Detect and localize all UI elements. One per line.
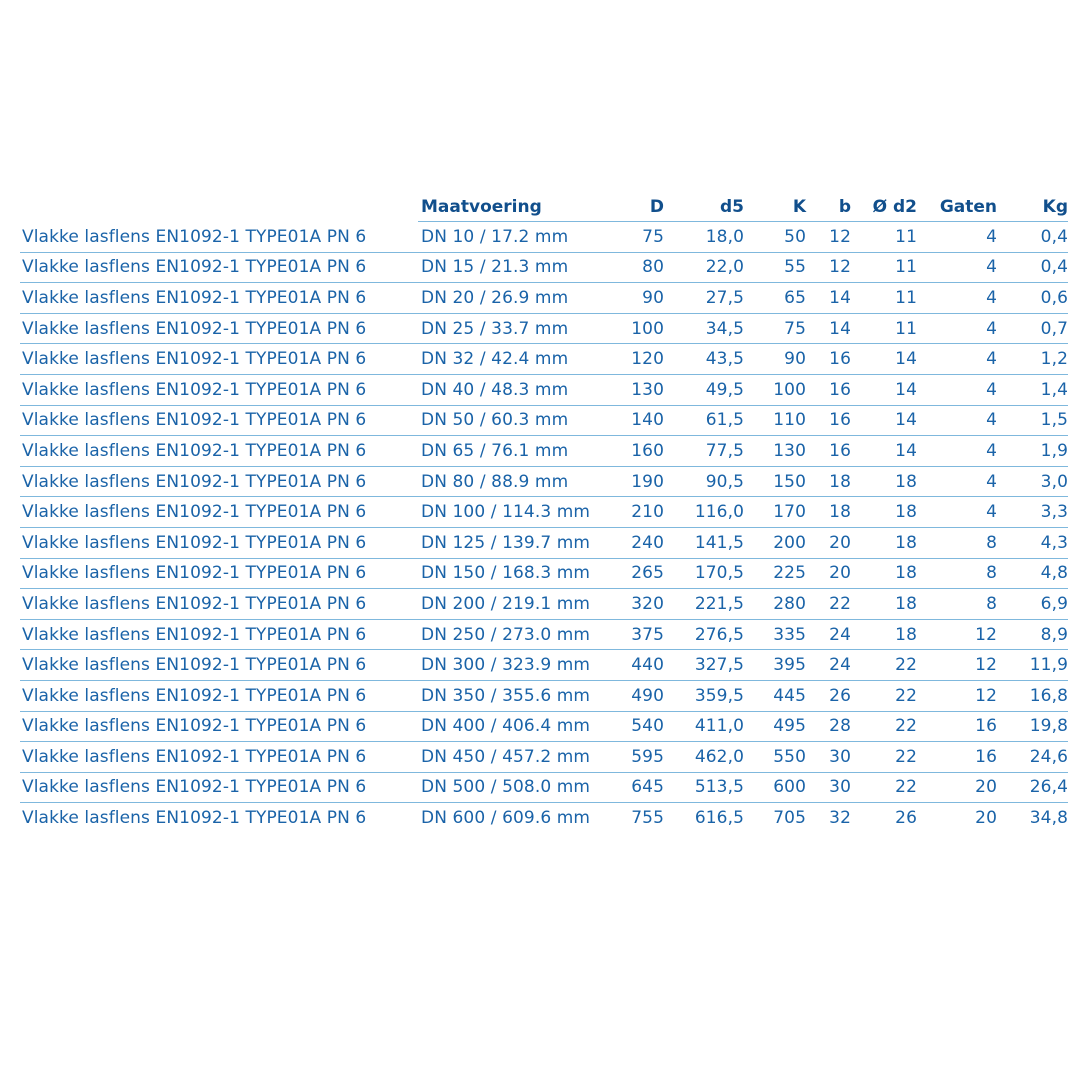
cell-d5: 90,5 xyxy=(664,466,744,497)
cell-d: 320 xyxy=(602,589,664,620)
cell-maatvoering: DN 300 / 323.9 mm xyxy=(418,650,602,681)
cell-d2: 18 xyxy=(851,619,917,650)
header-k: K xyxy=(744,192,806,222)
cell-d: 140 xyxy=(602,405,664,436)
header-b: b xyxy=(806,192,851,222)
cell-maatvoering: DN 15 / 21.3 mm xyxy=(418,252,602,283)
cell-product: Vlakke lasflens EN1092-1 TYPE01A PN 6 xyxy=(20,619,418,650)
cell-product: Vlakke lasflens EN1092-1 TYPE01A PN 6 xyxy=(20,405,418,436)
cell-b: 24 xyxy=(806,650,851,681)
cell-b: 14 xyxy=(806,313,851,344)
cell-kg: 1,4 xyxy=(997,374,1068,405)
cell-d: 80 xyxy=(602,252,664,283)
cell-d5: 34,5 xyxy=(664,313,744,344)
cell-d: 265 xyxy=(602,558,664,589)
cell-d2: 11 xyxy=(851,313,917,344)
cell-maatvoering: DN 20 / 26.9 mm xyxy=(418,283,602,314)
cell-kg: 8,9 xyxy=(997,619,1068,650)
cell-kg: 0,6 xyxy=(997,283,1068,314)
cell-gaten: 20 xyxy=(917,772,997,803)
cell-b: 24 xyxy=(806,619,851,650)
cell-gaten: 4 xyxy=(917,313,997,344)
cell-d: 120 xyxy=(602,344,664,375)
cell-d2: 11 xyxy=(851,222,917,253)
cell-product: Vlakke lasflens EN1092-1 TYPE01A PN 6 xyxy=(20,711,418,742)
cell-kg: 0,4 xyxy=(997,252,1068,283)
cell-maatvoering: DN 65 / 76.1 mm xyxy=(418,436,602,467)
cell-d2: 18 xyxy=(851,497,917,528)
cell-b: 30 xyxy=(806,772,851,803)
header-product xyxy=(20,192,418,222)
header-d: D xyxy=(602,192,664,222)
cell-product: Vlakke lasflens EN1092-1 TYPE01A PN 6 xyxy=(20,589,418,620)
cell-gaten: 4 xyxy=(917,436,997,467)
cell-k: 550 xyxy=(744,742,806,773)
cell-kg: 4,3 xyxy=(997,527,1068,558)
cell-gaten: 4 xyxy=(917,466,997,497)
cell-d5: 49,5 xyxy=(664,374,744,405)
cell-d: 645 xyxy=(602,772,664,803)
cell-maatvoering: DN 350 / 355.6 mm xyxy=(418,680,602,711)
cell-d: 240 xyxy=(602,527,664,558)
cell-k: 90 xyxy=(744,344,806,375)
cell-d5: 43,5 xyxy=(664,344,744,375)
cell-d5: 276,5 xyxy=(664,619,744,650)
cell-d2: 14 xyxy=(851,405,917,436)
cell-product: Vlakke lasflens EN1092-1 TYPE01A PN 6 xyxy=(20,374,418,405)
cell-k: 55 xyxy=(744,252,806,283)
cell-d5: 141,5 xyxy=(664,527,744,558)
cell-d5: 359,5 xyxy=(664,680,744,711)
cell-d: 755 xyxy=(631,808,664,829)
table-row xyxy=(20,650,1068,681)
cell-d5: 77,5 xyxy=(664,436,744,467)
cell-d2: 11 xyxy=(851,283,917,314)
cell-b: 16 xyxy=(806,374,851,405)
cell-d2: 22 xyxy=(851,711,917,742)
cell-d2: 14 xyxy=(851,344,917,375)
cell-d: 100 xyxy=(602,313,664,344)
cell-product: Vlakke lasflens EN1092-1 TYPE01A PN 6 xyxy=(20,497,418,528)
table-row xyxy=(20,252,1068,283)
table-row xyxy=(20,344,1068,375)
cell-k: 705 xyxy=(773,808,806,829)
cell-maatvoering: DN 600 / 609.6 mm xyxy=(421,808,591,829)
cell-maatvoering: DN 25 / 33.7 mm xyxy=(418,313,602,344)
cell-d: 375 xyxy=(602,619,664,650)
cell-product: Vlakke lasflens EN1092-1 TYPE01A PN 6 xyxy=(20,283,418,314)
cell-d5: 27,5 xyxy=(664,283,744,314)
flange-spec-table xyxy=(20,192,1068,833)
cell-k: 75 xyxy=(744,313,806,344)
cell-gaten: 12 xyxy=(917,680,997,711)
cell-d: 190 xyxy=(602,466,664,497)
cell-b: 32 xyxy=(829,808,851,829)
cell-k: 335 xyxy=(744,619,806,650)
cell-d5: 116,0 xyxy=(664,497,744,528)
cell-product: Vlakke lasflens EN1092-1 TYPE01A PN 6 xyxy=(20,436,418,467)
cell-d2: 14 xyxy=(851,436,917,467)
cell-product: Vlakke lasflens EN1092-1 TYPE01A PN 6 xyxy=(20,558,418,589)
cell-product: Vlakke lasflens EN1092-1 TYPE01A PN 6 xyxy=(20,680,418,711)
table-row xyxy=(20,405,1068,436)
cell-product: Vlakke lasflens EN1092-1 TYPE01A PN 6 xyxy=(20,252,418,283)
header-maatvoering: Maatvoering xyxy=(418,192,602,222)
cell-d2: 18 xyxy=(851,558,917,589)
cell-kg: 1,2 xyxy=(997,344,1068,375)
cell-b: 18 xyxy=(806,466,851,497)
cell-gaten: 8 xyxy=(917,558,997,589)
cell-d2: 22 xyxy=(851,680,917,711)
cell-d: 130 xyxy=(602,374,664,405)
cell-d2: 22 xyxy=(851,650,917,681)
cell-maatvoering: DN 40 / 48.3 mm xyxy=(418,374,602,405)
table-row xyxy=(20,374,1068,405)
cell-d2: 14 xyxy=(851,374,917,405)
table-row xyxy=(20,527,1068,558)
cell-b: 22 xyxy=(806,589,851,620)
table-body xyxy=(20,222,1068,833)
cell-maatvoering: DN 50 / 60.3 mm xyxy=(418,405,602,436)
cell-gaten: 4 xyxy=(917,374,997,405)
cell-maatvoering: DN 250 / 273.0 mm xyxy=(418,619,602,650)
cell-k: 495 xyxy=(744,711,806,742)
cell-d2: 18 xyxy=(851,527,917,558)
cell-b: 16 xyxy=(806,344,851,375)
table-row xyxy=(20,436,1068,467)
cell-b: 18 xyxy=(806,497,851,528)
cell-d2: 11 xyxy=(851,252,917,283)
cell-d: 90 xyxy=(602,283,664,314)
cell-k: 100 xyxy=(744,374,806,405)
cell-kg: 0,4 xyxy=(997,222,1068,253)
cell-k: 50 xyxy=(744,222,806,253)
cell-kg: 6,9 xyxy=(997,589,1068,620)
cell-product: Vlakke lasflens EN1092-1 TYPE01A PN 6 xyxy=(20,650,418,681)
cell-d: 440 xyxy=(602,650,664,681)
cell-b: 28 xyxy=(806,711,851,742)
cell-kg: 26,4 xyxy=(997,772,1068,803)
table-row xyxy=(20,772,1068,803)
cell-kg: 19,8 xyxy=(997,711,1068,742)
cell-gaten: 4 xyxy=(917,497,997,528)
cell-maatvoering: DN 125 / 139.7 mm xyxy=(418,527,602,558)
table-row xyxy=(20,558,1068,589)
cell-product: Vlakke lasflens EN1092-1 TYPE01A PN 6 xyxy=(20,344,418,375)
cell-b: 12 xyxy=(806,252,851,283)
table-row xyxy=(20,742,1068,773)
cell-d5: 411,0 xyxy=(664,711,744,742)
cell-d5: 221,5 xyxy=(664,589,744,620)
cell-k: 110 xyxy=(744,405,806,436)
cell-k: 445 xyxy=(744,680,806,711)
cell-b: 20 xyxy=(806,558,851,589)
cell-product: Vlakke lasflens EN1092-1 TYPE01A PN 6 xyxy=(20,222,418,253)
table-row xyxy=(20,466,1068,497)
cell-kg: 34,8 xyxy=(1029,808,1068,829)
cell-product: Vlakke lasflens EN1092-1 TYPE01A PN 6 xyxy=(20,527,418,558)
cell-maatvoering: DN 32 / 42.4 mm xyxy=(418,344,602,375)
table-row xyxy=(20,222,1068,253)
cell-maatvoering: DN 450 / 457.2 mm xyxy=(418,742,602,773)
cell-gaten: 16 xyxy=(917,711,997,742)
table-row xyxy=(20,589,1068,620)
cell-b: 14 xyxy=(806,283,851,314)
cell-maatvoering: DN 10 / 17.2 mm xyxy=(418,222,602,253)
cell-kg: 1,5 xyxy=(997,405,1068,436)
cell-k: 600 xyxy=(744,772,806,803)
cell-k: 65 xyxy=(744,283,806,314)
cell-gaten: 20 xyxy=(975,808,997,829)
table-row xyxy=(20,711,1068,742)
cell-gaten: 12 xyxy=(917,650,997,681)
cell-d2: 22 xyxy=(851,772,917,803)
cell-kg: 24,6 xyxy=(997,742,1068,773)
cell-d2: 18 xyxy=(851,466,917,497)
header-d2: Ø d2 xyxy=(851,192,917,222)
table-row xyxy=(20,313,1068,344)
cell-d: 210 xyxy=(602,497,664,528)
cell-d5: 327,5 xyxy=(664,650,744,681)
cell-gaten: 16 xyxy=(917,742,997,773)
cell-kg: 1,9 xyxy=(997,436,1068,467)
table-row xyxy=(20,497,1068,528)
cell-k: 395 xyxy=(744,650,806,681)
cell-product: Vlakke lasflens EN1092-1 TYPE01A PN 6 xyxy=(20,772,418,803)
cell-kg: 3,3 xyxy=(997,497,1068,528)
cell-d: 595 xyxy=(602,742,664,773)
header-gaten: Gaten xyxy=(917,192,997,222)
cell-k: 130 xyxy=(744,436,806,467)
cell-k: 170 xyxy=(744,497,806,528)
cell-b: 26 xyxy=(806,680,851,711)
cell-maatvoering: DN 200 / 219.1 mm xyxy=(418,589,602,620)
cell-d5: 170,5 xyxy=(664,558,744,589)
cell-d: 490 xyxy=(602,680,664,711)
cell-d5: 462,0 xyxy=(664,742,744,773)
cell-kg: 11,9 xyxy=(997,650,1068,681)
cell-gaten: 4 xyxy=(917,283,997,314)
cell-gaten: 4 xyxy=(917,405,997,436)
cell-maatvoering: DN 500 / 508.0 mm xyxy=(418,772,602,803)
cell-maatvoering: DN 150 / 168.3 mm xyxy=(418,558,602,589)
cell-d: 160 xyxy=(602,436,664,467)
cell-kg: 4,8 xyxy=(997,558,1068,589)
cell-d: 75 xyxy=(602,222,664,253)
cell-gaten: 4 xyxy=(917,344,997,375)
cell-gaten: 4 xyxy=(917,222,997,253)
cell-k: 150 xyxy=(744,466,806,497)
cell-b: 12 xyxy=(806,222,851,253)
cell-d5: 22,0 xyxy=(664,252,744,283)
cell-gaten: 8 xyxy=(917,527,997,558)
cell-kg: 3,0 xyxy=(997,466,1068,497)
cell-d5: 513,5 xyxy=(664,772,744,803)
cell-d: 540 xyxy=(602,711,664,742)
cell-gaten: 8 xyxy=(917,589,997,620)
header-kg: Kg xyxy=(997,192,1068,222)
cell-k: 280 xyxy=(744,589,806,620)
cell-d2: 22 xyxy=(851,742,917,773)
cell-d2: 26 xyxy=(895,808,917,829)
cell-b: 16 xyxy=(806,436,851,467)
cell-kg: 0,7 xyxy=(997,313,1068,344)
table-row xyxy=(20,283,1068,314)
cell-b: 20 xyxy=(806,527,851,558)
cell-b: 30 xyxy=(806,742,851,773)
cell-product: Vlakke lasflens EN1092-1 TYPE01A PN 6 xyxy=(20,742,418,773)
cell-product: Vlakke lasflens EN1092-1 TYPE01A PN 6 xyxy=(20,466,418,497)
cell-maatvoering: DN 100 / 114.3 mm xyxy=(418,497,602,528)
cell-d5: 18,0 xyxy=(664,222,744,253)
cell-gaten: 4 xyxy=(917,252,997,283)
cell-maatvoering: DN 80 / 88.9 mm xyxy=(418,466,602,497)
cell-kg: 16,8 xyxy=(997,680,1068,711)
cell-d2: 18 xyxy=(851,589,917,620)
table-header-row xyxy=(20,192,1068,222)
cell-gaten: 12 xyxy=(917,619,997,650)
cell-product: Vlakke lasflens EN1092-1 TYPE01A PN 6 xyxy=(22,808,367,829)
table-row xyxy=(20,619,1068,650)
table-row xyxy=(20,803,1068,833)
table-row xyxy=(20,680,1068,711)
cell-product: Vlakke lasflens EN1092-1 TYPE01A PN 6 xyxy=(20,313,418,344)
cell-k: 225 xyxy=(744,558,806,589)
cell-d5: 616,5 xyxy=(694,808,744,829)
cell-maatvoering: DN 400 / 406.4 mm xyxy=(418,711,602,742)
cell-d5: 61,5 xyxy=(664,405,744,436)
cell-k: 200 xyxy=(744,527,806,558)
cell-b: 16 xyxy=(806,405,851,436)
header-d5: d5 xyxy=(664,192,744,222)
